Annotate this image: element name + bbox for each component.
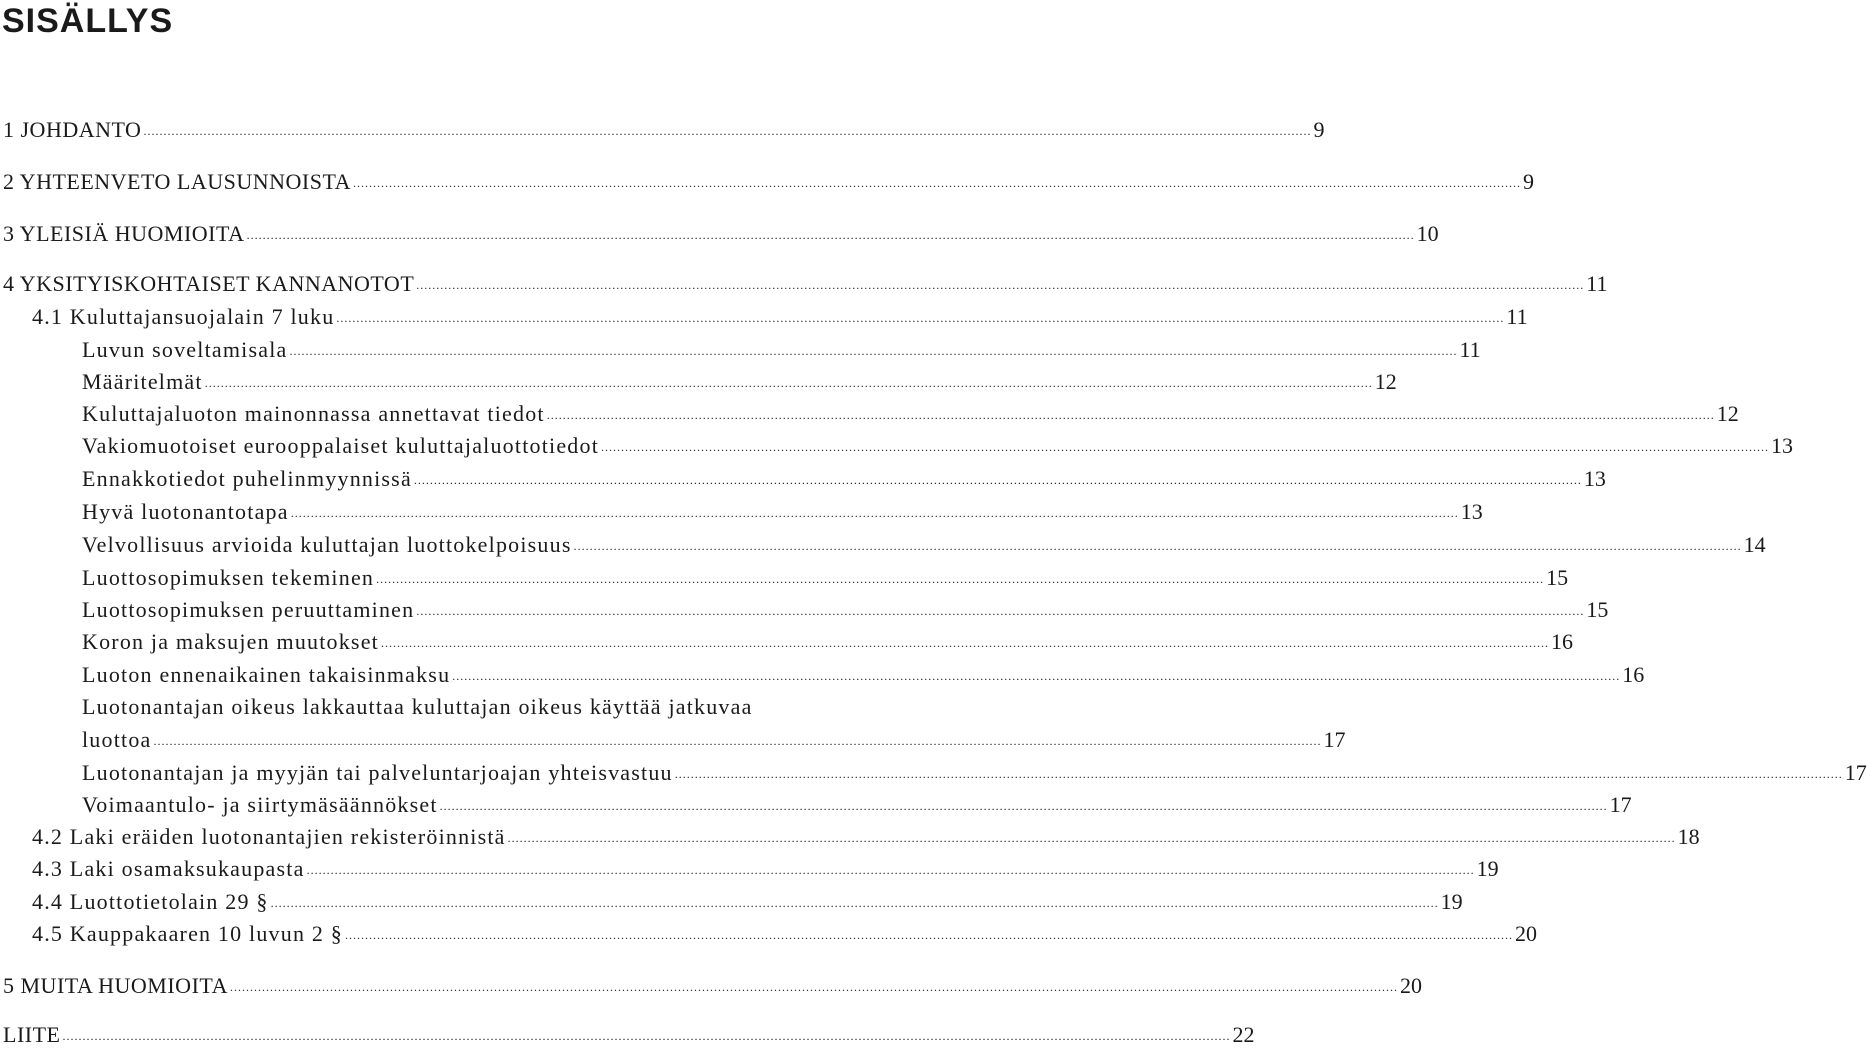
toc-entry-vakiomuotoiset[interactable] <box>0 433 1794 459</box>
toc-entry-label: Velvollisuus arvioida kuluttajan luottokelpoisuus <box>82 532 572 557</box>
toc-entry-tekeminen[interactable] <box>0 565 1569 591</box>
toc-entry-label: Määritelmät <box>82 369 203 394</box>
toc-entry-mainonta[interactable] <box>0 401 1739 427</box>
toc-entry-lakkauttaa[interactable] <box>0 727 1346 753</box>
toc-entry-page: 19 <box>1440 889 1463 914</box>
toc-entry-page: 13 <box>1460 499 1483 524</box>
toc-entry-label: Luotonantajan ja myyjän tai palveluntarjoajan yhteisvastuu <box>82 760 673 785</box>
toc-entry-soveltamisala[interactable] <box>0 337 1481 363</box>
dot-leader <box>353 176 1521 195</box>
toc-entry-label: Koron ja maksujen muutokset <box>82 629 379 654</box>
dot-leader <box>345 928 1513 947</box>
toc-entry-label: Kuluttajaluoton mainonnassa annettavat tiedot <box>82 401 545 426</box>
toc-entry-page: 15 <box>1586 597 1609 622</box>
toc-entry-page: 12 <box>1716 401 1739 426</box>
toc-entry-luottokelpoisuus[interactable] <box>0 532 1766 558</box>
dot-leader <box>291 506 1459 525</box>
toc-entry-label: 1 JOHDANTO <box>3 117 142 142</box>
dot-leader <box>416 278 1584 297</box>
page-title: SISÄLLYS <box>2 2 174 40</box>
dot-leader <box>440 799 1608 818</box>
toc-entry-page: 20 <box>1399 973 1422 998</box>
dot-leader <box>675 767 1843 786</box>
dot-leader <box>336 311 1504 330</box>
toc-entry-label: 4.1 Kuluttajansuojalain 7 luku <box>32 304 335 329</box>
toc-entry-page: 17 <box>1609 792 1632 817</box>
dot-leader <box>205 376 1373 395</box>
dot-leader <box>230 980 1398 999</box>
toc-entry-yhteisvastuu[interactable] <box>0 760 1867 786</box>
toc-entry-liite[interactable] <box>0 1022 1255 1048</box>
toc-entry-yhteenveto[interactable] <box>0 169 1535 195</box>
dot-leader <box>547 408 1715 427</box>
toc-entry-label: luottoa <box>82 727 152 752</box>
toc-entry-label: Luoton ennenaikainen takaisinmaksu <box>82 662 451 687</box>
dot-leader <box>416 604 1584 623</box>
toc-entry-page: 11 <box>1506 304 1528 329</box>
dot-leader <box>414 473 1582 492</box>
dot-leader <box>574 539 1742 558</box>
dot-leader <box>376 572 1544 591</box>
toc-entry-label: 4.2 Laki eräiden luotonantajien rekisteröinnistä <box>32 824 506 849</box>
toc-entry-page: 16 <box>1550 629 1573 654</box>
toc-entry-label: 3 YLEISIÄ HUOMIOITA <box>3 221 245 246</box>
dot-leader <box>508 831 1676 850</box>
toc-entry-label: Hyvä luotonantotapa <box>82 499 289 524</box>
dot-leader <box>143 124 1311 143</box>
dot-leader <box>271 896 1439 915</box>
toc-entry-label: 5 MUITA HUOMIOITA <box>3 973 228 998</box>
toc-entry-muita-huomioita[interactable] <box>0 973 1422 999</box>
toc-entry-page: 11 <box>1459 337 1481 362</box>
toc-entry-label: Luottosopimuksen peruuttaminen <box>82 597 415 622</box>
toc-entry-ennakkotiedot[interactable] <box>0 466 1606 492</box>
toc-entry-label: Ennakkotiedot puhelinmyynnissä <box>82 466 412 491</box>
dot-leader <box>452 669 1620 688</box>
dot-leader <box>247 228 1415 247</box>
dot-leader <box>154 734 1322 753</box>
toc-entry-label: 4 YKSITYISKOHTAISET KANNANOTOT <box>3 271 415 296</box>
toc-entry-koron-muutokset[interactable] <box>0 629 1573 655</box>
toc-entry-page: 15 <box>1546 565 1569 590</box>
toc-entry-page: 20 <box>1514 921 1537 946</box>
toc-entry-label: 4.4 Luottotietolain 29 § <box>32 889 269 914</box>
toc-entry-label: 2 YHTEENVETO LAUSUNNOISTA <box>3 169 352 194</box>
toc-entry-page: 18 <box>1677 824 1700 849</box>
toc-entry-johdanto[interactable] <box>0 117 1325 143</box>
toc-entry-page: 9 <box>1523 169 1535 194</box>
toc-entry-kannanotot[interactable] <box>0 271 1608 297</box>
toc-entry-page: 22 <box>1232 1022 1255 1047</box>
toc-entry-maaritelmat[interactable] <box>0 369 1397 395</box>
dot-leader <box>381 636 1549 655</box>
toc-entry-page: 11 <box>1586 271 1608 296</box>
toc-entry-label: 4.5 Kauppakaaren 10 luvun 2 § <box>32 921 343 946</box>
toc-entry-page: 13 <box>1771 433 1794 458</box>
toc-entry-label: Luottosopimuksen tekeminen <box>82 565 375 590</box>
dot-leader <box>601 440 1769 459</box>
toc-entry-label: LIITE <box>3 1022 61 1047</box>
toc-entry-page: 13 <box>1583 466 1606 491</box>
toc-entry-peruuttaminen[interactable] <box>0 597 1609 623</box>
toc-entry-4-3[interactable] <box>0 856 1499 882</box>
toc-entry-page: 9 <box>1313 117 1325 142</box>
dot-leader <box>307 863 1475 882</box>
toc-entry-page: 12 <box>1374 369 1397 394</box>
toc-entry-yleisia-huomioita[interactable] <box>0 221 1439 247</box>
toc-entry-page: 17 <box>1844 760 1867 785</box>
toc-entry-page: 14 <box>1743 532 1766 557</box>
toc-entry-4-4[interactable] <box>0 889 1463 915</box>
toc-entry-label: Vakiomuotoiset eurooppalaiset kuluttajaluottotiedot <box>82 433 600 458</box>
dot-leader <box>289 344 1457 363</box>
toc-entry-page: 17 <box>1323 727 1346 752</box>
toc-entry-label-line1[interactable]: Luotonantajan oikeus lakkauttaa kuluttajan oikeus käyttää jatkuvaa <box>82 694 753 719</box>
toc-entry-page: 10 <box>1416 221 1439 246</box>
toc-entry-hyva-luotonantotapa[interactable] <box>0 499 1483 525</box>
toc-entry-4-1[interactable] <box>0 304 1528 330</box>
toc-entry-takaisinmaksu[interactable] <box>0 662 1645 688</box>
toc-entry-label: Luvun soveltamisala <box>82 337 288 362</box>
toc-entry-4-5[interactable] <box>0 921 1537 947</box>
toc-entry-page: 16 <box>1622 662 1645 687</box>
toc-entry-voimaantulo[interactable] <box>0 792 1632 818</box>
toc-entry-4-2[interactable] <box>0 824 1700 850</box>
toc-entry-label: Voimaantulo- ja siirtymäsäännökset <box>82 792 438 817</box>
toc-entry-label: 4.3 Laki osamaksukaupasta <box>32 856 305 881</box>
toc-entry-page: 19 <box>1476 856 1499 881</box>
dot-leader <box>62 1029 1230 1048</box>
